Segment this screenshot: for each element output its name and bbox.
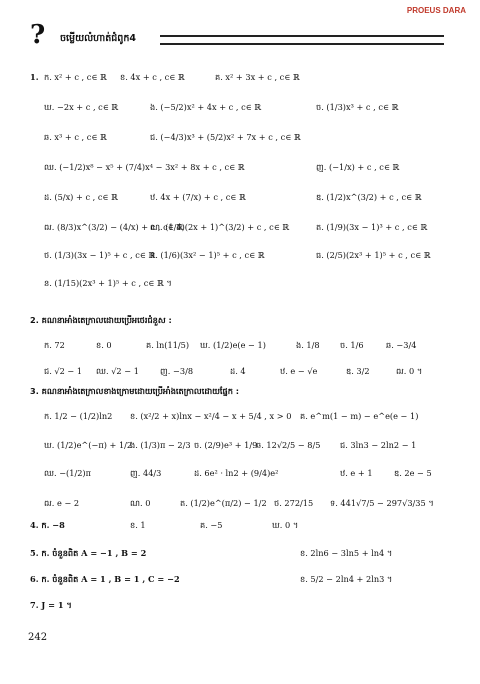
q2-title: 2. គណនាអាំងតេក្រាលដោយប្រើអថេរជំនួស : [30,315,172,325]
answer-item: ឌ. (1/2)x^(3/2) + c , c∈ ℝ [316,192,422,202]
title-rule [160,35,444,45]
q1-row-5 [0,190,480,204]
answer-item: 4. ក. −8 [30,520,65,530]
answer-item: ឆ. −3/4 [386,340,417,350]
q7-row [0,598,480,612]
answer-item: គ. x² + 3x + c , c∈ ℝ [215,72,300,82]
answer-item: ឃ. −2x + c , c∈ ℝ [44,102,119,112]
answer-item: ត. (1/9)(3x − 1)³ + c , c∈ ℝ [316,222,428,232]
answer-item: ដ. 6e² · ln2 + (9/4)e² [194,468,279,478]
answer-item: 7. J = 1 ។ [30,600,72,610]
answer-item: ឋ. 4x + (7/x) + c , c∈ ℝ [150,192,246,202]
answer-item: ង. (1/3)π − 2/3 [130,440,191,450]
answer-item: ឋ. e + 1 [340,468,373,478]
q4-row [0,518,480,532]
question-mark-icon: ? [30,20,46,50]
q3-title: 3. គណនាអាំងតេក្រាលខាងក្រោមដោយប្រើអាំងតេក្រាលដោយផ្នែក : [30,386,240,396]
answer-item: ដ. (5/x) + c , c∈ ℝ [44,192,118,202]
answer-item: ខ. (x²/2 + x)lnx − x²/4 − x + 5/4 , x > 0 [130,411,292,421]
header-brand: PROEUS DARA [406,6,466,15]
answer-item: ឆ. x³ + c , c∈ ℝ [44,132,107,142]
answer-item: ន. (1/15)(2x³ + 1)⁵ + c , c∈ ℝ ។ [44,278,172,288]
answer-item: ថ. 272/15 [274,498,314,508]
answer-item: ឈ. (−1/2)x⁸ − x⁵ + (7/4)x⁴ − 3x² + 8x + c , c∈ ℝ [44,162,245,172]
answer-item: គ. ln(11/5) [146,340,190,350]
answer-item: ឍ. (8/3)x^(3/2) − (4/x) + c , c∈ ℝ [44,222,184,232]
answer-item: គ. e^m(1 − m) − e^e(e − 1) [300,411,419,421]
answer-item: ឈ. √2 − 1 [96,366,139,376]
answer-item: ខ. 2ln6 − 3ln5 + ln4 ។ [300,548,393,558]
answer-item: 5. ក. ចំនួនពិត A = −1 , B = 2 [30,548,147,558]
answer-item: ធ. (2/5)(2x³ + 1)⁵ + c , c∈ ℝ [316,250,431,260]
answer-item: ជ. (−4/3)x³ + (5/2)x² + 7x + c , c∈ ℝ [150,132,301,142]
answer-item: ឈ. −(1/2)π [44,468,92,478]
answer-item: ឋ. e − √e [280,366,318,376]
answer-item: ង. (−5/2)x² + 4x + c , c∈ ℝ [150,102,262,112]
page-number: 242 [28,632,48,643]
q5-row [0,546,480,560]
answer-item: ណ. (1/4)(2x + 1)^(3/2) + c , c∈ ℝ [150,222,290,232]
answer-item: ទ. 441√7/5 − 297√3/35 ។ [330,498,434,508]
answer-item: ញ. −3/8 [160,366,194,376]
q1-row-3 [0,130,480,144]
q1-number: 1. [30,72,39,82]
answer-item: ឃ. (1/2)e^(−π) + 1/2 [44,440,133,450]
q1-row-6 [0,220,480,234]
answer-item: ថ. (1/3)(3x − 1)⁵ + c , c∈ ℝ [44,250,156,260]
answer-item: គ. −5 [200,520,223,530]
q1-row-2 [0,100,480,114]
answer-item: ឌ. 3/2 [346,366,370,376]
answer-item: 6. ក. ចំនួនពិត A = 1 , B = 1 , C = −2 [30,574,180,584]
chapter-title: ចម្លើយលំហាត់ជំពូក4 [60,33,136,44]
answer-item: ជ. 3ln3 − 2ln2 − 1 [340,440,417,450]
answer-item: ឍ. e − 2 [44,498,80,508]
answer-item: ង. 1/8 [296,340,320,350]
q1-row-1 [0,70,480,84]
answer-item: ខ. 5/2 − 2ln4 + 2ln3 ។ [300,574,393,584]
answer-item: ក. x² + c , c∈ ℝ [44,72,107,82]
answer-item: ឍ. 0 ។ [396,366,423,376]
answer-item: ច. (1/3)x³ + c , c∈ ℝ [316,102,399,112]
q3-row-2 [0,438,480,452]
answer-item: ខ. 1 [130,520,146,530]
answer-item: ក. 72 [44,340,65,350]
q1-row-4 [0,160,480,174]
answer-item: ឃ. (1/2)e(e − 1) [200,340,266,350]
q1-row-7 [0,248,480,262]
answer-item: ក. 1/2 − (1/2)ln2 [44,411,113,421]
answer-item: ខ. 4x + c , c∈ ℝ [120,72,185,82]
q2-row-1 [0,338,480,352]
answer-item: ជ. √2 − 1 [44,366,83,376]
answer-item: ឌ. 2e − 5 [394,468,432,478]
answer-item: ទ. (1/6)(3x² − 1)⁵ + c , c∈ ℝ [150,250,265,260]
answer-item: ឆ. 12√2/5 − 8/5 [256,440,321,450]
answer-item: ដ. 4 [230,366,246,376]
answer-item: ឃ. 0 ។ [272,520,299,530]
answer-item: ច. 1/6 [340,340,364,350]
answer-item: ញ. (−1/x) + c , c∈ ℝ [316,162,400,172]
q3-row-4 [0,496,480,510]
q2-row-2 [0,364,480,378]
answer-item: ខ. 0 [96,340,112,350]
q3-row-3 [0,466,480,480]
q1-row-8 [0,276,480,290]
answer-item: ញ. 44/3 [130,468,162,478]
answer-item: ណ. 0 [130,498,151,508]
answer-item: ត. (1/2)e^(π/2) − 1/2 [180,498,267,508]
q3-row-1 [0,409,480,423]
q6-row [0,572,480,586]
answer-item: ច. (2/9)e³ + 1/9 [194,440,258,450]
